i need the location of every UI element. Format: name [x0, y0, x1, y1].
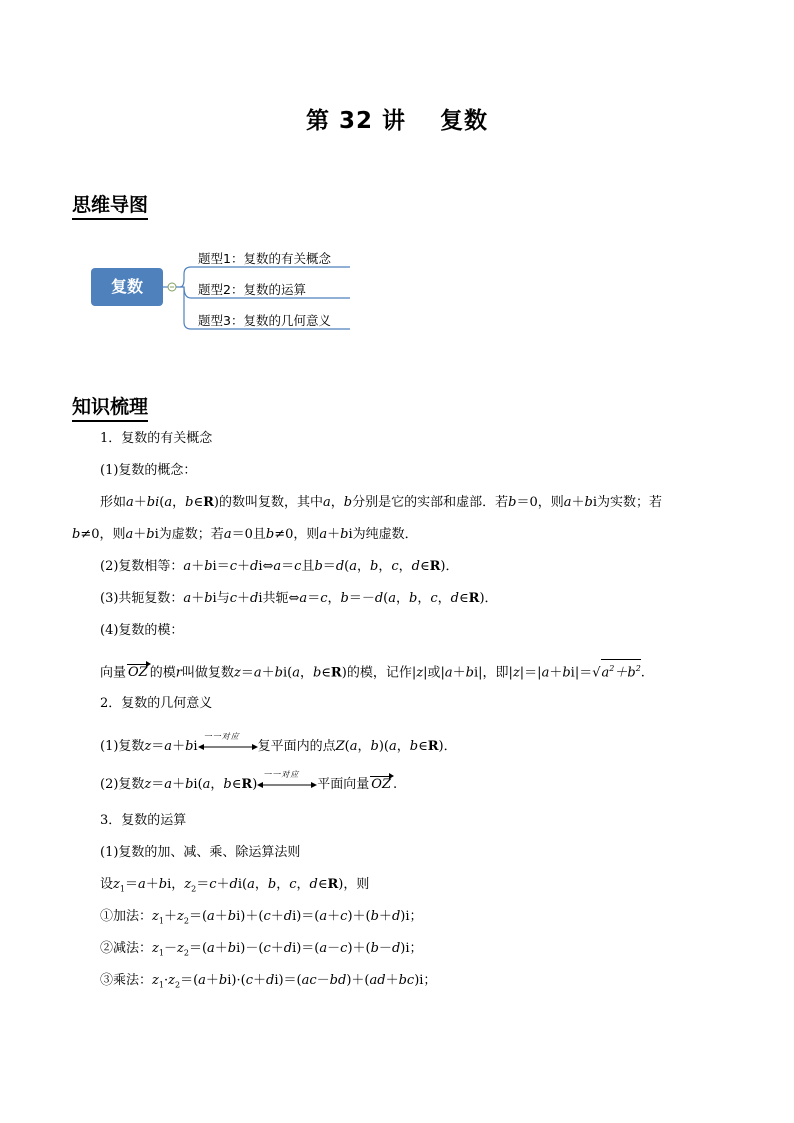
mindmap-item-1: 题型1：复数的有关概念	[198, 251, 331, 266]
text-segment: ，则	[343, 877, 370, 892]
subtraction-rule: ②减法：$z_1-z_2=(a+bi)-(c+di)=(a-c)+(b-d)i$；	[100, 941, 423, 958]
text-segment: 分别是它的实部和虚部．若	[352, 495, 509, 510]
text-segment: ②减法：	[100, 941, 153, 956]
one-to-one-arrow	[257, 769, 317, 792]
title-part2: 复数	[440, 108, 489, 134]
text-segment: ，则	[99, 527, 126, 542]
arrow-label: 一一对应	[203, 731, 240, 741]
heading-1-4: (4)复数的模：	[100, 623, 184, 638]
text-segment: 设	[100, 877, 114, 892]
text-segment: 共轭⇔	[262, 591, 300, 606]
text-segment: ，即	[482, 665, 509, 681]
text-segment: 形如	[100, 495, 127, 510]
text-segment: 平面向量	[317, 777, 370, 792]
text-segment: (2)复数相等：	[100, 559, 184, 574]
text-segment: 叫做复数	[181, 665, 234, 681]
text-segment: 为纯虚数．	[352, 527, 418, 542]
modulus-line: 向量 OZ 的模r叫做复数z＝a＋bi(a，b∈R)的模，记作|z|或|a＋bi|，即$|z|=|a+bi|=√a^2+b^2$.	[100, 659, 645, 682]
assumption-line: 设$z_1=a+bi$，$z_2=c+di(a$，b，c，d∈R)，则	[100, 877, 370, 894]
text-segment: 复平面内的点	[257, 739, 336, 754]
addition-rule: ①加法：$z_1+z_2=(a+bi)+(c+di)=(a+c)+(b+d)i$；	[100, 909, 423, 926]
text-segment: 且	[252, 527, 266, 542]
text-segment: 且	[301, 559, 315, 574]
text-segment: (3)共轭复数：	[100, 591, 184, 606]
text-segment: 为虚数；若	[158, 527, 224, 542]
mindmap-connectors	[0, 0, 794, 360]
text-segment: ①加法：	[100, 909, 153, 924]
paragraph-line: 形如a＋bi(a，b∈R)的数叫复数，其中a，b分别是它的实部和虚部．若b＝0，则a＋bi为实数；若	[100, 495, 663, 510]
text-segment: 的模，记作	[346, 665, 412, 681]
heading-3: 3．复数的运算	[100, 813, 187, 828]
text-segment: 向量	[100, 665, 127, 681]
text-segment: ③乘法：	[100, 973, 153, 988]
section-mindmap-heading: 思维导图	[72, 190, 148, 220]
mindmap-item-2: 题型2：复数的运算	[198, 282, 306, 297]
text-segment: ，则	[537, 495, 564, 510]
one-to-one-arrow	[198, 731, 258, 754]
heading-1: 1．复数的有关概念	[100, 431, 213, 446]
heading-3-1: (1)复数的加、减、乘、除运算法则	[100, 845, 301, 860]
mindmap-item-3: 题型3：复数的几何意义	[198, 313, 331, 328]
mindmap-root-node: 复数	[91, 268, 163, 306]
geometric-meaning-2: (2)复数z＝a＋bi(a，b∈R) 一一对应 平面向量 OZ .	[100, 776, 397, 794]
title-part1: 第 32 讲	[305, 108, 407, 134]
arrow-label: 一一对应	[263, 769, 300, 779]
text-segment: (2)复数	[100, 777, 145, 792]
geometric-meaning-1: (1)复数z＝a＋bi 一一对应 复平面内的点Z(a，b)(a，b∈R)．	[100, 738, 457, 756]
text-segment: (1)复数	[100, 739, 145, 754]
text-segment: 与	[216, 591, 230, 606]
text-segment: 为实数；若	[597, 495, 663, 510]
text-segment: 或	[427, 665, 441, 681]
paragraph-line: b≠0，则a＋bi为虚数；若a＝0且b≠0，则a＋bi为纯虚数．	[72, 527, 418, 542]
complex-equality-line: (2)复数相等：a＋bi＝c＋di⇔a＝c且b＝d(a，b，c，d∈R)．	[100, 559, 459, 574]
heading-2: 2．复数的几何意义	[100, 696, 213, 711]
multiplication-rule: ③乘法：$z_1\cdot z_2=(a+bi)\cdot(c+di)=(ac-bd)+(ad+bc)i$；	[100, 973, 437, 990]
heading-1-1: (1)复数的概念：	[100, 463, 197, 478]
section-knowledge-heading: 知识梳理	[72, 392, 148, 422]
conjugate-line: (3)共轭复数：a＋bi与c＋di共轭⇔a＝c，b＝－d(a，b，c，d∈R)．	[100, 591, 498, 606]
text-segment: 的模	[149, 665, 176, 681]
text-segment: ，则	[293, 527, 320, 542]
text-segment: 的数叫复数，其中	[218, 495, 323, 510]
